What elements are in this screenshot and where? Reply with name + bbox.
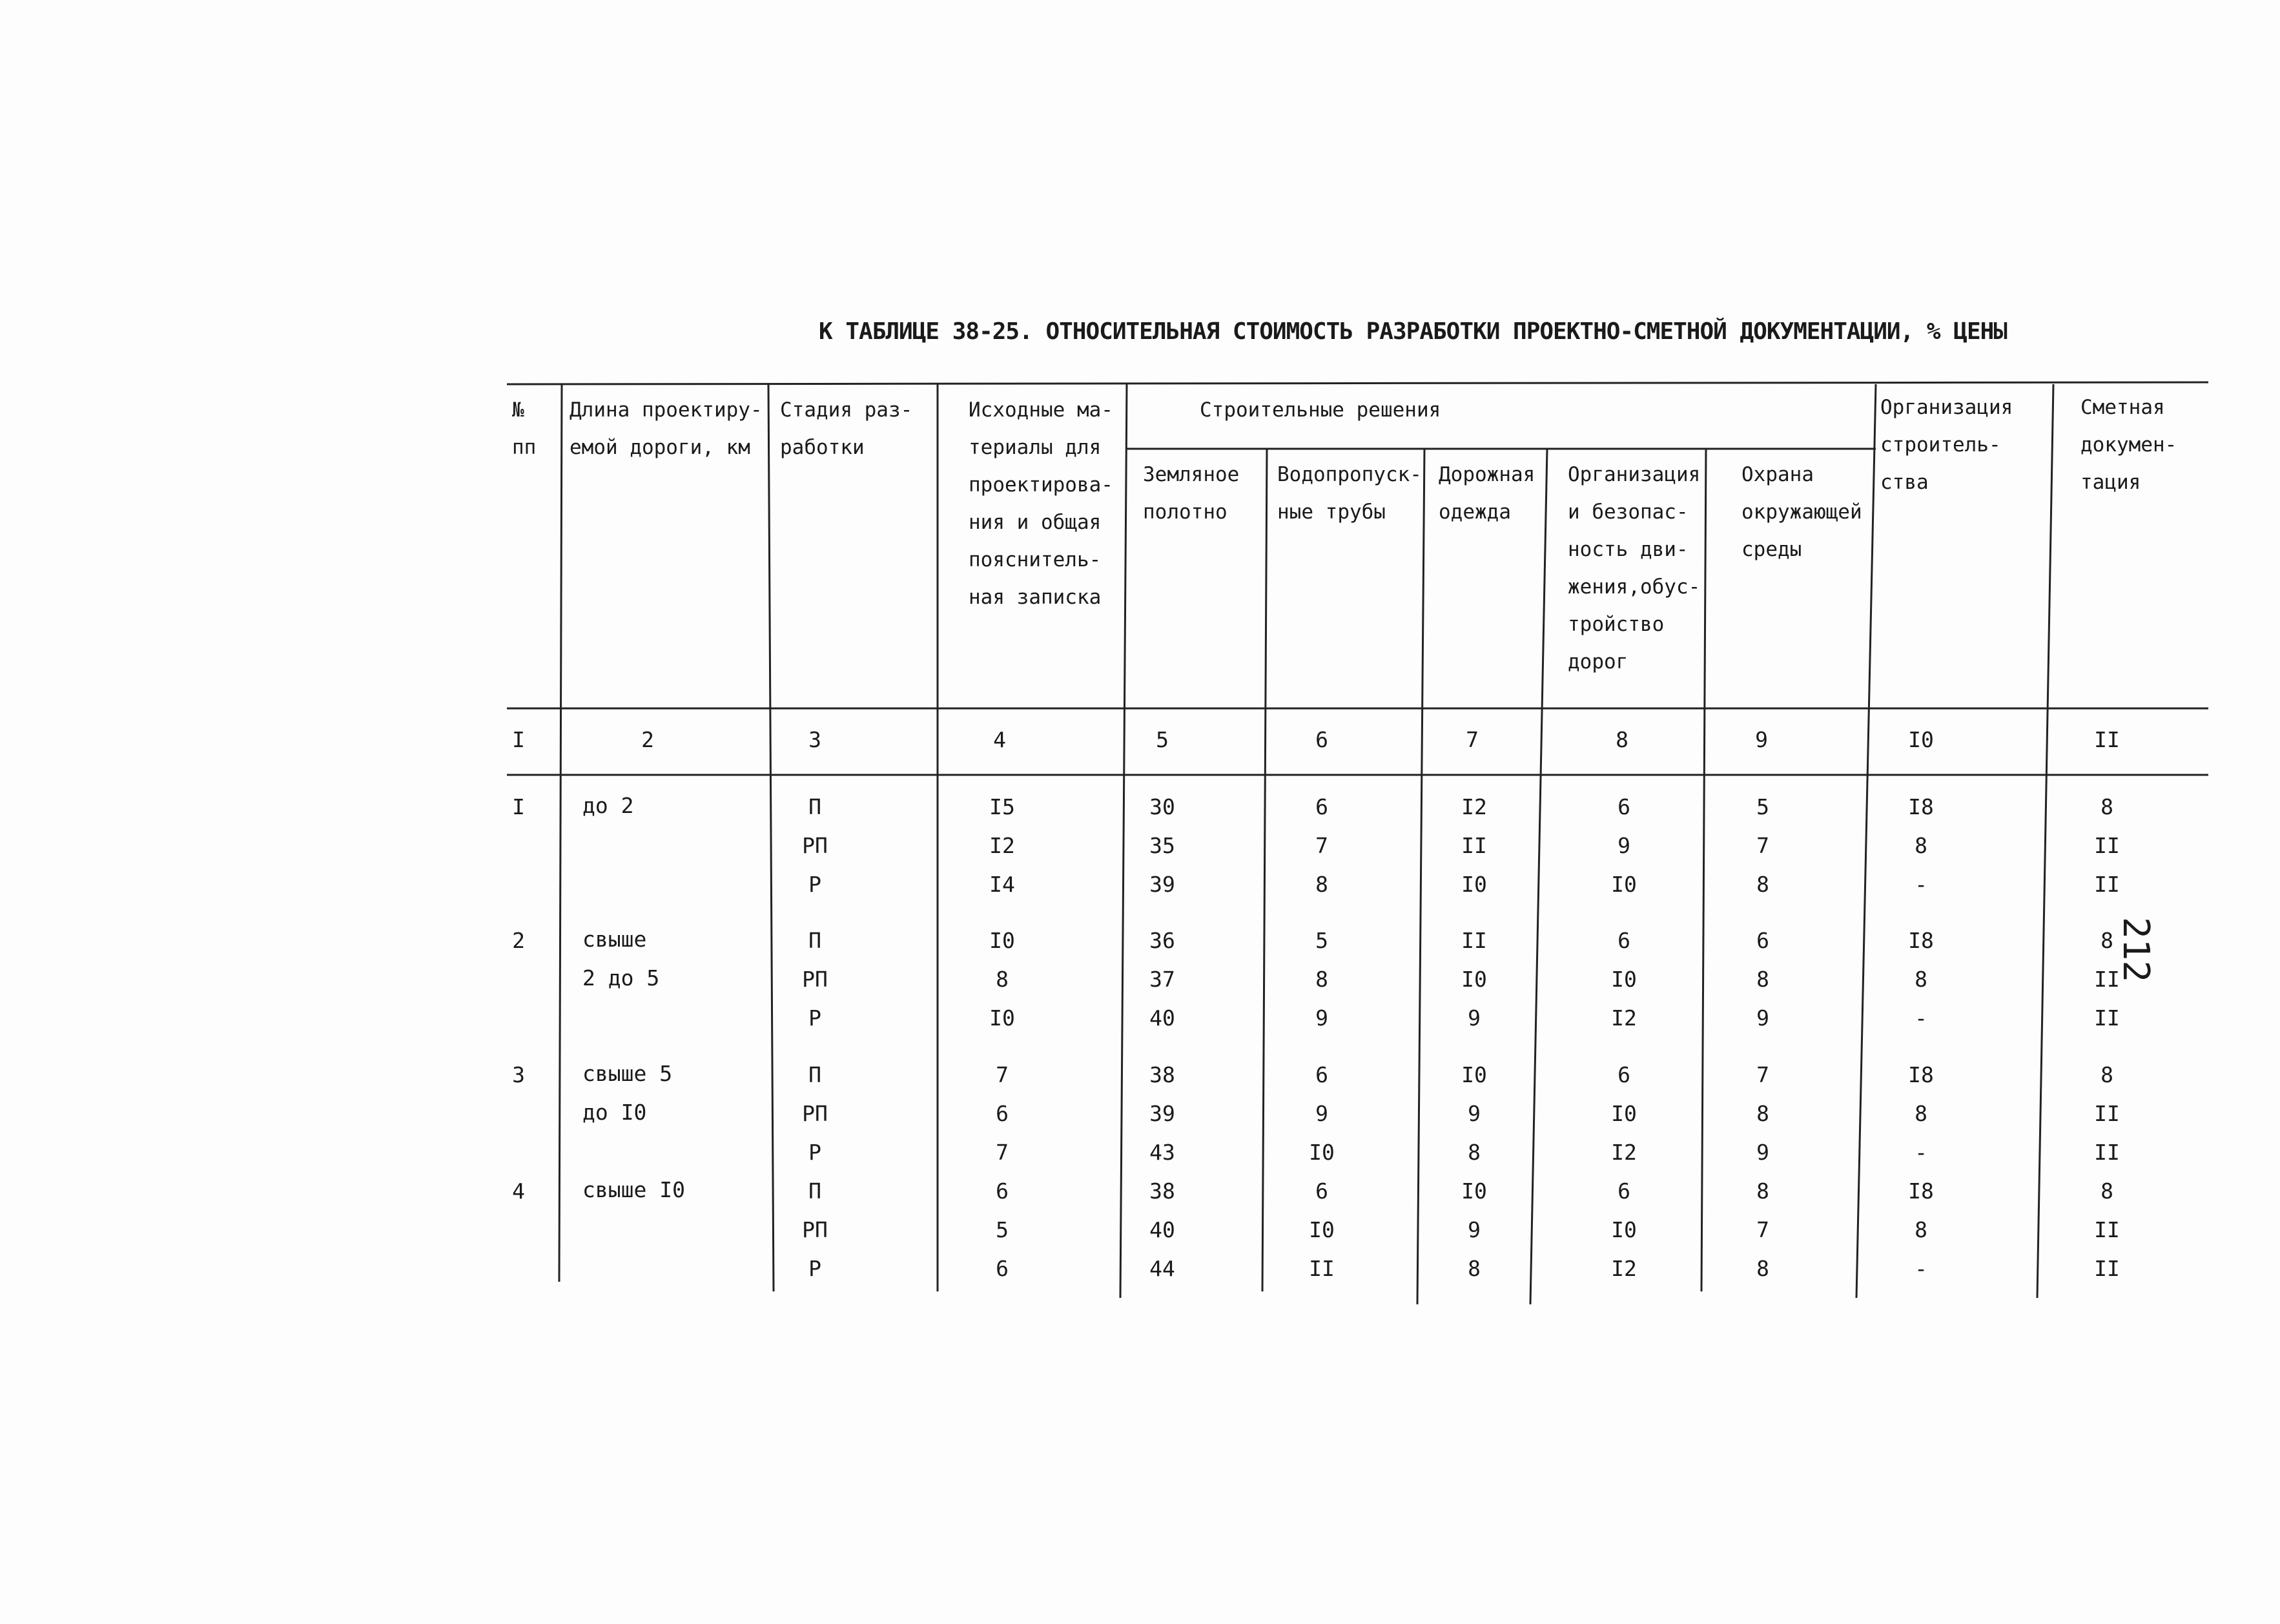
header-construction-solutions: Строительные решения	[1200, 398, 1441, 422]
cell-culverts: 7	[1315, 833, 1328, 858]
cell-culverts: I0	[1309, 1140, 1335, 1165]
header-pavement: Дорожная одежда	[1439, 463, 1535, 524]
page-number: 212	[2115, 917, 2157, 983]
cell-earthwork: 38	[1149, 1062, 1175, 1087]
cell-culverts: 9	[1315, 1101, 1328, 1126]
cell-environment: 8	[1756, 1256, 1769, 1281]
cell-construction-organization: -	[1915, 1005, 1927, 1031]
cell-traffic-safety: 9	[1618, 833, 1630, 858]
header-culverts: Водопропуск- ные трубы	[1277, 463, 1422, 524]
cell-construction-organization: -	[1915, 872, 1927, 897]
cell-estimate-documentation: II	[2094, 1005, 2120, 1031]
cell-environment: 8	[1756, 872, 1769, 897]
cell-traffic-safety: 6	[1618, 1062, 1630, 1087]
header-traffic-safety: Организация и безопас- ность дви- жения,обус- тройство дорог	[1568, 463, 1701, 673]
cell-estimate-documentation: II	[2094, 1140, 2120, 1165]
cell-construction-organization: -	[1915, 1140, 1927, 1165]
cell-pavement: I2	[1461, 794, 1487, 819]
cell-estimate-documentation: 8	[2100, 928, 2113, 953]
road-length-value: свыше 5 до I0	[582, 1061, 673, 1125]
cell-stage: Р	[808, 1005, 821, 1031]
cell-source-materials: 5	[996, 1217, 1009, 1242]
row-number: I	[512, 794, 525, 819]
cell-environment: 8	[1756, 1178, 1769, 1204]
document-title: К ТАБЛИЦЕ 38-25. ОТНОСИТЕЛЬНАЯ СТОИМОСТЬ РАЗРАБОТКИ ПРОЕКТНО-СМЕТНОЙ ДОКУМЕНТАЦИИ, % ЦЕНЫ	[819, 318, 2007, 345]
cell-construction-organization: I8	[1908, 928, 1934, 953]
column-number: 6	[1315, 727, 1328, 752]
cell-source-materials: I5	[989, 794, 1015, 819]
cell-earthwork: 30	[1149, 794, 1175, 819]
cell-stage: РП	[802, 1217, 828, 1242]
row-number: 2	[512, 928, 525, 953]
cell-traffic-safety: I2	[1611, 1256, 1637, 1281]
cell-earthwork: 36	[1149, 928, 1175, 953]
cell-environment: 7	[1756, 833, 1769, 858]
cell-source-materials: 7	[996, 1140, 1009, 1165]
cell-traffic-safety: 6	[1618, 1178, 1630, 1204]
column-number: 8	[1616, 727, 1628, 752]
cell-earthwork: 35	[1149, 833, 1175, 858]
cell-pavement: 9	[1468, 1005, 1481, 1031]
column-number: 3	[808, 727, 821, 752]
cell-construction-organization: I8	[1908, 794, 1934, 819]
cell-pavement: 9	[1468, 1101, 1481, 1126]
cell-environment: 9	[1756, 1140, 1769, 1165]
cell-source-materials: 6	[996, 1256, 1009, 1281]
cell-earthwork: 38	[1149, 1178, 1175, 1204]
cell-stage: РП	[802, 833, 828, 858]
cell-construction-organization: 8	[1915, 833, 1927, 858]
cell-pavement: 9	[1468, 1217, 1481, 1242]
cell-earthwork: 44	[1149, 1256, 1175, 1281]
cell-culverts: 6	[1315, 794, 1328, 819]
cell-earthwork: 39	[1149, 1101, 1175, 1126]
cell-earthwork: 43	[1149, 1140, 1175, 1165]
cell-environment: 5	[1756, 794, 1769, 819]
cell-environment: 7	[1756, 1062, 1769, 1087]
cell-source-materials: I2	[989, 833, 1015, 858]
column-number: II	[2094, 727, 2120, 752]
column-number: 7	[1466, 727, 1479, 752]
cell-stage: П	[808, 794, 821, 819]
cell-culverts: 9	[1315, 1005, 1328, 1031]
cell-construction-organization: I8	[1908, 1178, 1934, 1204]
cell-source-materials: I4	[989, 872, 1015, 897]
header-number: № пп	[512, 398, 537, 459]
cell-environment: 7	[1756, 1217, 1769, 1242]
cell-estimate-documentation: 8	[2100, 1178, 2113, 1204]
row-number: 4	[512, 1178, 525, 1204]
cell-traffic-safety: I2	[1611, 1140, 1637, 1165]
cell-construction-organization: 8	[1915, 1101, 1927, 1126]
column-number: 2	[641, 727, 654, 752]
cell-stage: Р	[808, 1140, 821, 1165]
cell-source-materials: 6	[996, 1178, 1009, 1204]
cell-environment: 9	[1756, 1005, 1769, 1031]
cell-estimate-documentation: II	[2094, 833, 2120, 858]
header-environment: Охрана окружающей среды	[1741, 463, 1862, 561]
cell-earthwork: 40	[1149, 1005, 1175, 1031]
cell-construction-organization: 8	[1915, 967, 1927, 992]
road-length-value: свыше I0	[582, 1177, 685, 1202]
cell-culverts: 8	[1315, 872, 1328, 897]
header-earthwork: Земляное полотно	[1143, 463, 1240, 524]
column-number: I0	[1908, 727, 1934, 752]
cell-construction-organization: I8	[1908, 1062, 1934, 1087]
cell-traffic-safety: I0	[1611, 967, 1637, 992]
cell-traffic-safety: I2	[1611, 1005, 1637, 1031]
header-estimate-documentation: Сметная докумен- тация	[2080, 396, 2177, 494]
cell-earthwork: 39	[1149, 872, 1175, 897]
cell-pavement: 8	[1468, 1256, 1481, 1281]
cell-culverts: I0	[1309, 1217, 1335, 1242]
header-road-length: Длина проектиру- емой дороги, км	[570, 398, 763, 459]
road-length-value: свыше 2 до 5	[582, 927, 660, 991]
cell-source-materials: I0	[989, 1005, 1015, 1031]
cell-pavement: II	[1461, 928, 1487, 953]
column-number: 5	[1156, 727, 1169, 752]
cell-traffic-safety: 6	[1618, 928, 1630, 953]
cell-stage: П	[808, 1062, 821, 1087]
cell-stage: РП	[802, 1101, 828, 1126]
cell-pavement: I0	[1461, 1178, 1487, 1204]
cell-source-materials: 8	[996, 967, 1009, 992]
cell-estimate-documentation: II	[2094, 1256, 2120, 1281]
cell-culverts: 8	[1315, 967, 1328, 992]
cell-culverts: 6	[1315, 1062, 1328, 1087]
column-number: 9	[1755, 727, 1768, 752]
cell-pavement: II	[1461, 833, 1487, 858]
cell-pavement: I0	[1461, 967, 1487, 992]
cell-stage: РП	[802, 967, 828, 992]
cell-environment: 8	[1756, 1101, 1769, 1126]
cell-estimate-documentation: II	[2094, 1217, 2120, 1242]
header-stage: Стадия раз- работки	[780, 398, 913, 459]
column-number: I	[512, 727, 525, 752]
cell-stage: П	[808, 928, 821, 953]
cell-estimate-documentation: II	[2094, 1101, 2120, 1126]
cell-construction-organization: 8	[1915, 1217, 1927, 1242]
cell-pavement: I0	[1461, 872, 1487, 897]
cell-earthwork: 37	[1149, 967, 1175, 992]
cell-estimate-documentation: 8	[2100, 794, 2113, 819]
cell-stage: Р	[808, 872, 821, 897]
cell-pavement: I0	[1461, 1062, 1487, 1087]
cell-stage: П	[808, 1178, 821, 1204]
cell-estimate-documentation: II	[2094, 872, 2120, 897]
cell-stage: Р	[808, 1256, 821, 1281]
cell-pavement: 8	[1468, 1140, 1481, 1165]
row-number: 3	[512, 1062, 525, 1087]
column-number: 4	[993, 727, 1006, 752]
cell-traffic-safety: 6	[1618, 794, 1630, 819]
cell-source-materials: 7	[996, 1062, 1009, 1087]
cell-culverts: 5	[1315, 928, 1328, 953]
cell-environment: 8	[1756, 967, 1769, 992]
cell-environment: 6	[1756, 928, 1769, 953]
header-construction-organization: Организация строитель- ства	[1880, 396, 2013, 494]
cell-source-materials: 6	[996, 1101, 1009, 1126]
cell-estimate-documentation: 8	[2100, 1062, 2113, 1087]
road-length-value: до 2	[582, 793, 634, 818]
cell-source-materials: I0	[989, 928, 1015, 953]
header-source-materials: Исходные ма- териалы для проектирова- ния и общая пояснитель- ная записка	[969, 398, 1113, 609]
cell-earthwork: 40	[1149, 1217, 1175, 1242]
cell-traffic-safety: I0	[1611, 872, 1637, 897]
cell-estimate-documentation: II	[2094, 967, 2120, 992]
cell-traffic-safety: I0	[1611, 1217, 1637, 1242]
cell-construction-organization: -	[1915, 1256, 1927, 1281]
cell-traffic-safety: I0	[1611, 1101, 1637, 1126]
cell-culverts: II	[1309, 1256, 1335, 1281]
cell-culverts: 6	[1315, 1178, 1328, 1204]
